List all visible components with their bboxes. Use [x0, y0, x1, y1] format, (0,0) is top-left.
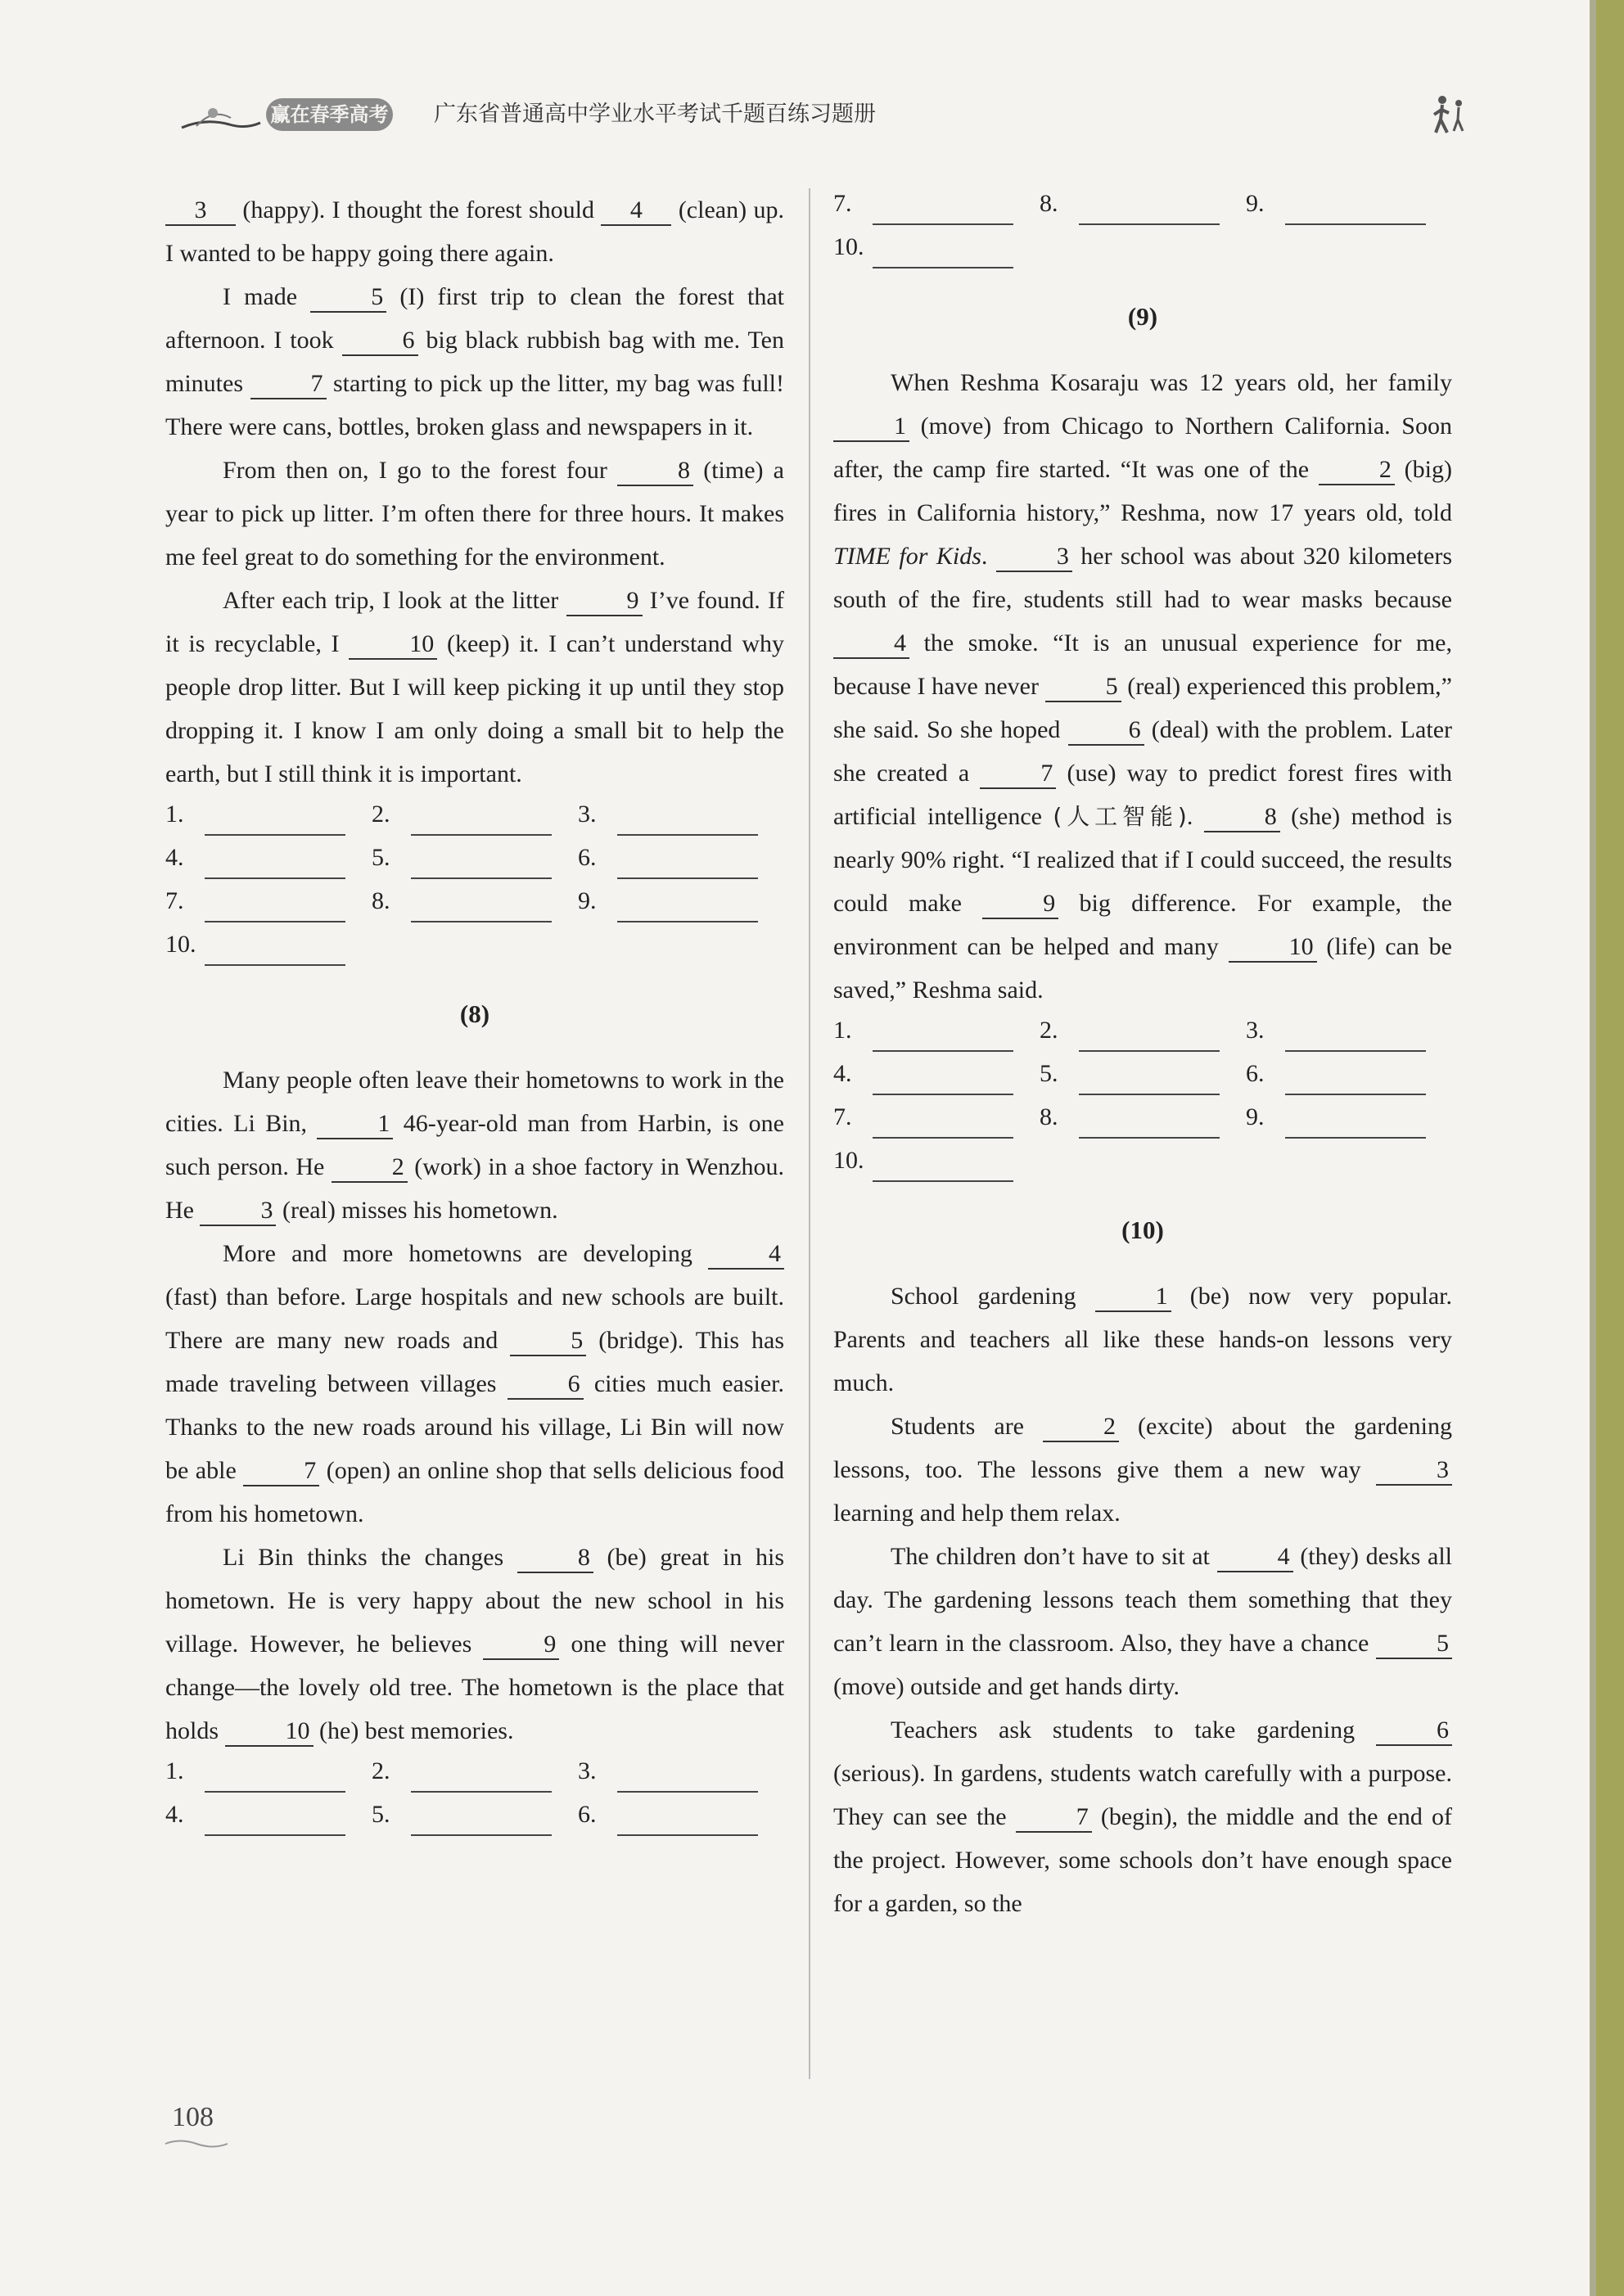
- text: (he) best memories.: [313, 1717, 514, 1744]
- answer-label: 4.: [165, 844, 184, 871]
- binding-shadow: [1590, 0, 1596, 2296]
- text: After each trip, I look at the litter: [223, 587, 566, 614]
- s8-blank-9[interactable]: 9: [483, 1631, 559, 1660]
- s8-blank-6[interactable]: 6: [508, 1370, 584, 1400]
- s8-paragraph-1: [165, 1058, 784, 1232]
- text: More and more hometowns are developing: [223, 1240, 708, 1267]
- text: Students are: [891, 1413, 1044, 1440]
- s9-blank-9[interactable]: 9: [982, 890, 1058, 919]
- answer-label: 8.: [1040, 190, 1058, 217]
- s8-answer-5[interactable]: [411, 1811, 552, 1836]
- s10-blank-3[interactable]: 3: [1376, 1456, 1452, 1486]
- answer-label: 5.: [372, 1801, 390, 1828]
- text: (excite) about the gardening lessons, too. The lessons give them a new way: [833, 1413, 1452, 1483]
- answer-label: 10.: [165, 931, 196, 958]
- section-8-title: (8): [459, 999, 490, 1028]
- text: (deal) with the problem. Later she created a: [833, 716, 1452, 787]
- s9-answer-5[interactable]: [1079, 1071, 1220, 1095]
- text: big black rubbish bag with me. Ten minutes: [165, 327, 784, 397]
- answer-label: 5.: [372, 844, 390, 871]
- answer-label: 7.: [833, 1103, 852, 1130]
- left-column: [165, 188, 784, 1849]
- s9-blank-7[interactable]: 7: [980, 760, 1056, 789]
- s7-blank-5[interactable]: 5: [310, 283, 386, 313]
- header-title: 广东省普通高中学业水平考试千题百练习题册: [434, 101, 876, 127]
- s10-blank-1[interactable]: 1: [1095, 1283, 1171, 1312]
- s8-answer-8[interactable]: [1079, 201, 1220, 225]
- text: Many people often leave their hometowns to work in the cities. Li Bin,: [165, 1067, 784, 1137]
- text: (they) desks all day. The gardening lessons teach them something that they can’t learn in the classroom. Also, they have a chance: [833, 1543, 1452, 1657]
- magazine-title: TIME for Kids: [833, 543, 981, 570]
- s10-paragraph-2: [833, 1405, 1452, 1535]
- s7-paragraph-1: [165, 188, 784, 275]
- s8-blank-8[interactable]: 8: [517, 1544, 593, 1573]
- chinese-gloss: (人工智能): [1053, 803, 1187, 830]
- answer-label: 2.: [372, 801, 390, 828]
- answer-label: 1.: [165, 801, 184, 828]
- s7-answer-3[interactable]: [617, 811, 758, 836]
- s8-answer-3[interactable]: [617, 1768, 758, 1793]
- text: (real) misses his hometown.: [276, 1197, 558, 1224]
- text: (be) now very popular. Parents and teachers all like these hands-on lessons very much.: [833, 1283, 1452, 1396]
- text: (use) way to predict forest fires with artificial intelligence: [833, 760, 1452, 830]
- s8-blank-5[interactable]: 5: [510, 1327, 586, 1356]
- s8-answer-4[interactable]: [205, 1811, 345, 1836]
- s8-answer-1[interactable]: [205, 1768, 345, 1793]
- s7-paragraph-3: [165, 449, 784, 579]
- s9-answer-7[interactable]: [873, 1114, 1013, 1139]
- s9-blank-2[interactable]: 2: [1319, 456, 1395, 485]
- text: (be) great in his hometown. He is very happy about the new school in his village. However, he believes: [165, 1544, 784, 1658]
- answer-label: 7.: [833, 190, 852, 217]
- s10-paragraph-1: [833, 1274, 1452, 1405]
- s10-blank-5[interactable]: 5: [1376, 1630, 1452, 1659]
- section-9-title: (9): [1127, 302, 1158, 331]
- answer-label: 9.: [578, 887, 597, 914]
- answer-label: 6.: [1246, 1060, 1265, 1087]
- text: (time) a year to pick up litter. I’m often there for three hours. It makes me feel great to do something for the environment.: [165, 457, 785, 571]
- s10-blank-4[interactable]: 4: [1217, 1543, 1293, 1572]
- s7-answer-5[interactable]: [411, 855, 552, 879]
- header-badge: 赢在春季高考: [266, 98, 393, 131]
- column-divider: [809, 188, 810, 2079]
- s7-answer-1[interactable]: [205, 811, 345, 836]
- answer-label: 1.: [165, 1757, 184, 1784]
- text: cities much easier. Thanks to the new roads around his village, Li Bin will now be able: [165, 1370, 784, 1484]
- page-number: 108: [172, 2102, 214, 2132]
- s9-answer-9[interactable]: [1285, 1114, 1426, 1139]
- text: one thing will never change—the lovely old tree. The hometown is the place that holds: [165, 1631, 784, 1744]
- s9-answer-10[interactable]: [873, 1157, 1013, 1182]
- s8-blank-2[interactable]: 2: [332, 1153, 408, 1183]
- text: Li Bin thinks the changes: [223, 1544, 517, 1571]
- answer-label: 7.: [165, 887, 184, 914]
- s9-answer-8[interactable]: [1079, 1114, 1220, 1139]
- text: learning and help them relax.: [833, 1500, 1121, 1527]
- answer-label: 8.: [372, 887, 390, 914]
- s10-blank-6[interactable]: 6: [1376, 1716, 1452, 1746]
- text: her school was about 320 kilometers south of the fire, students still had to wear masks because: [833, 543, 1452, 613]
- s7-answer-2[interactable]: [411, 811, 552, 836]
- answer-label: 5.: [1040, 1060, 1058, 1087]
- s10-paragraph-3: [833, 1535, 1452, 1708]
- text: 46-year-old man from Harbin, is one such person. He: [165, 1110, 784, 1180]
- s7-answer-6[interactable]: [617, 855, 758, 879]
- text: (she) method is nearly 90% right. “I realized that if I could succeed, the results could make: [833, 803, 1452, 917]
- s7-answer-9[interactable]: [617, 898, 758, 922]
- answer-label: 1.: [833, 1017, 852, 1044]
- answer-label: 9.: [1246, 1103, 1265, 1130]
- s7-answer-7[interactable]: [205, 898, 345, 922]
- s8-answer-10[interactable]: [873, 244, 1013, 268]
- text: (serious). In gardens, students watch carefully with a purpose. They can see the: [833, 1760, 1452, 1830]
- answer-label: 2.: [372, 1757, 390, 1784]
- s9-answer-6[interactable]: [1285, 1071, 1426, 1095]
- answer-label: 3.: [578, 801, 597, 828]
- text: (real) experienced this problem,” she said. So she hoped: [833, 673, 1452, 743]
- text: (begin), the middle and the end of the project. However, some schools don’t have enough space for a garden, so the: [833, 1803, 1452, 1917]
- text: From then on, I go to the forest four: [223, 457, 618, 484]
- text: School gardening: [891, 1283, 1095, 1310]
- s10-blank-7[interactable]: 7: [1016, 1803, 1092, 1833]
- text: starting to pick up the litter, my bag was full! There were cans, bottles, broken glass and newspapers in it.: [165, 370, 784, 440]
- s9-blank-4[interactable]: 4: [833, 629, 909, 659]
- text: (keep) it. I can’t understand why people drop litter. But I will keep picking it up until they stop dropping it. I know I am only doing a small bit to help the earth, but I still think it is important.: [165, 630, 784, 787]
- s8-answer-grid-continued: [833, 188, 1452, 275]
- page-header: [164, 92, 1441, 141]
- s8-blank-7[interactable]: 7: [243, 1457, 319, 1486]
- text: (move) from Chicago to Northern California. Soon after, the camp fire started. “It was one of the: [833, 413, 1452, 483]
- s9-blank-10[interactable]: 10: [1229, 933, 1317, 963]
- s7-answer-grid: [165, 799, 784, 972]
- s9-blank-3[interactable]: 3: [996, 543, 1072, 572]
- s8-answer-grid: [165, 1756, 784, 1843]
- s7-answer-4[interactable]: [205, 855, 345, 879]
- text: I made: [223, 283, 311, 310]
- s9-blank-5[interactable]: 5: [1045, 673, 1121, 702]
- text: big difference. For example, the environment can be helped and many: [833, 890, 1452, 960]
- answer-label: 8.: [1040, 1103, 1058, 1130]
- s8-blank-4[interactable]: 4: [708, 1240, 784, 1270]
- text: When Reshma Kosaraju was 12 years old, her family: [891, 369, 1452, 396]
- text: (clean) up. I wanted to be happy going there again.: [165, 196, 784, 267]
- text: .: [1186, 803, 1204, 830]
- answer-label: 3.: [1246, 1017, 1265, 1044]
- right-column: [833, 188, 1452, 1925]
- s8-answer-7[interactable]: [873, 201, 1013, 225]
- answer-label: 4.: [833, 1060, 852, 1087]
- s7-blank-8[interactable]: 8: [617, 457, 693, 486]
- s7-blank-3[interactable]: 3: [165, 196, 236, 226]
- s9-paragraph-1: [833, 361, 1452, 1012]
- s8-blank-10[interactable]: 10: [225, 1717, 314, 1747]
- s9-answer-4[interactable]: [873, 1071, 1013, 1095]
- page-flourish-icon: [164, 2138, 229, 2149]
- s10-blank-2[interactable]: 2: [1043, 1413, 1119, 1442]
- answer-label: 9.: [1246, 190, 1265, 217]
- s7-paragraph-2: [165, 275, 784, 449]
- s7-answer-10[interactable]: [205, 941, 345, 966]
- s7-answer-8[interactable]: [411, 898, 552, 922]
- runners-icon: [1424, 92, 1473, 141]
- s7-blank-9[interactable]: 9: [566, 587, 643, 616]
- answer-label: 2.: [1040, 1017, 1058, 1044]
- s10-paragraph-4: [833, 1708, 1452, 1925]
- s8-blank-3[interactable]: 3: [200, 1197, 276, 1226]
- book-binding-edge: [1596, 0, 1624, 2296]
- answer-label: 10.: [833, 233, 864, 260]
- s8-paragraph-2: [165, 1232, 784, 1536]
- s9-answer-3[interactable]: [1285, 1027, 1426, 1052]
- section-10-title: (10): [1121, 1216, 1164, 1244]
- s9-answer-grid: [833, 1015, 1452, 1189]
- s9-answer-1[interactable]: [873, 1027, 1013, 1052]
- s8-answer-6[interactable]: [617, 1811, 758, 1836]
- text: (move) outside and get hands dirty.: [833, 1673, 1180, 1700]
- answer-label: 10.: [833, 1147, 864, 1174]
- text: (open) an online shop that sells delicious food from his hometown.: [165, 1457, 784, 1527]
- text: The children don’t have to sit at: [891, 1543, 1217, 1570]
- text: (fast) than before. Large hospitals and new schools are built. There are many new roads and: [165, 1283, 784, 1354]
- answer-label: 6.: [578, 844, 597, 871]
- s7-blank-7[interactable]: 7: [250, 370, 327, 399]
- text: .: [981, 543, 996, 570]
- s9-blank-1[interactable]: 1: [833, 413, 909, 442]
- s9-answer-2[interactable]: [1079, 1027, 1220, 1052]
- s9-blank-6[interactable]: 6: [1068, 716, 1144, 746]
- s8-paragraph-3: [165, 1536, 784, 1752]
- text: the smoke. “It is an unusual experience for me, because I have never: [833, 629, 1452, 700]
- text: (bridge). This has made traveling between villages: [165, 1327, 785, 1397]
- s7-blank-4[interactable]: 4: [601, 196, 671, 226]
- s8-answer-2[interactable]: [411, 1768, 552, 1793]
- s8-answer-9[interactable]: [1285, 201, 1426, 225]
- s7-paragraph-4: [165, 579, 784, 796]
- text: Teachers ask students to take gardening: [891, 1716, 1376, 1743]
- text: (life) can be saved,” Reshma said.: [833, 933, 1452, 1004]
- text: (big) fires in California history,” Reshma, now 17 years old, told: [833, 456, 1452, 526]
- text: I’ve found. If it is recyclable, I: [165, 587, 784, 657]
- s9-blank-8[interactable]: 8: [1204, 803, 1280, 832]
- s7-blank-6[interactable]: 6: [342, 327, 418, 356]
- answer-label: 4.: [165, 1801, 184, 1828]
- s8-blank-1[interactable]: 1: [317, 1110, 393, 1139]
- answer-label: 6.: [578, 1801, 597, 1828]
- text: (I) first trip to clean the forest that afternoon. I took: [165, 283, 784, 354]
- text: (work) in a shoe factory in Wenzhou. He: [165, 1153, 784, 1224]
- answer-label: 3.: [578, 1757, 597, 1784]
- s7-blank-10[interactable]: 10: [349, 630, 437, 660]
- text: (happy). I thought the forest should: [236, 196, 602, 223]
- header-logo-icon: [180, 93, 262, 134]
